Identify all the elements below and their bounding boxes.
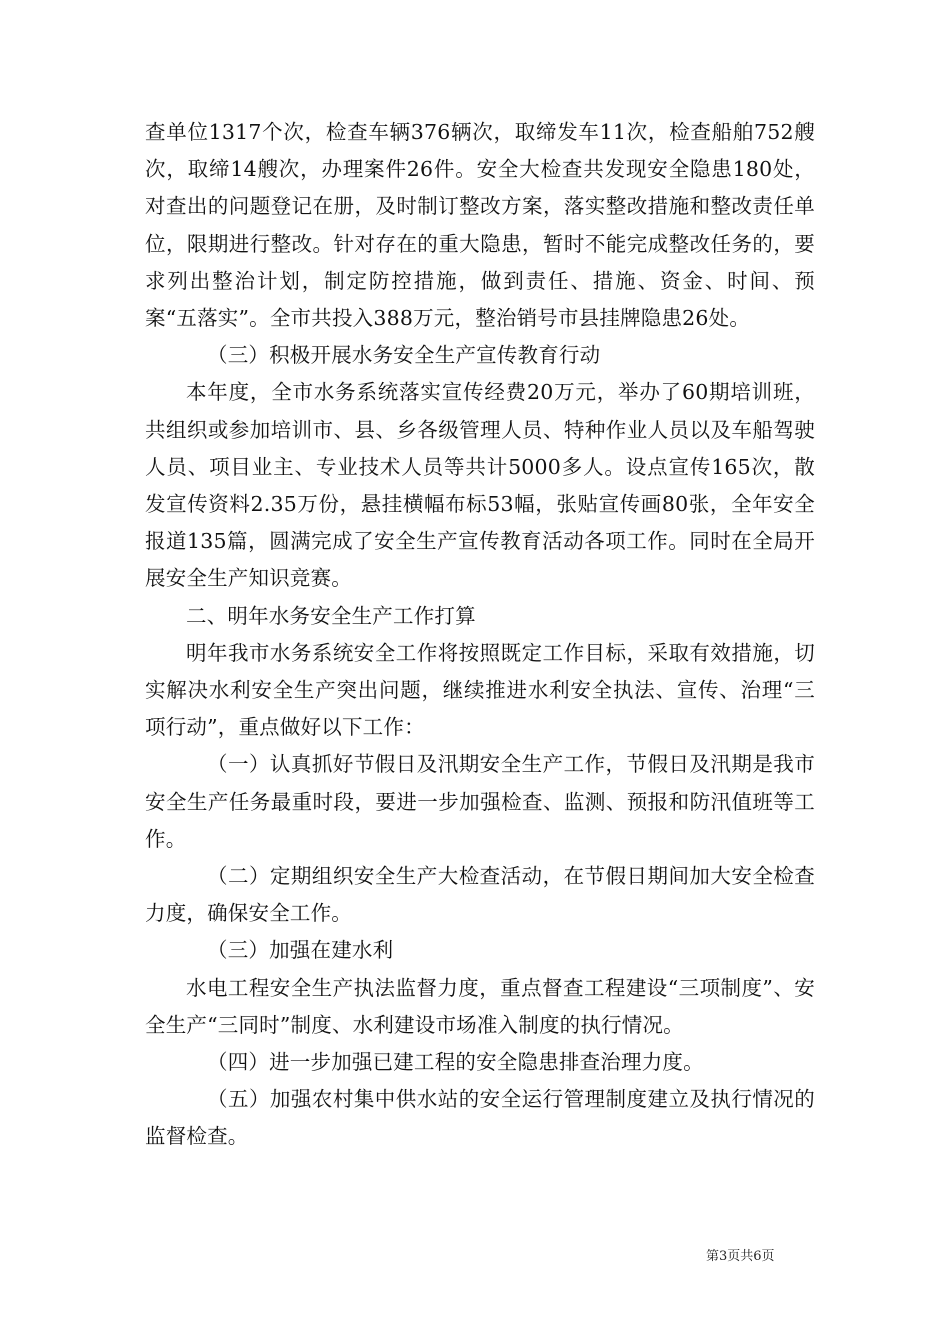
heading-item-three: （三）加强在建水利 [207, 938, 394, 963]
page-number: 第3页共6页 [706, 1249, 775, 1264]
paragraph-item-two: （二）定期组织安全生产大检查活动，在节假日期间加大安全检查力度，确保安全工作。 [145, 864, 815, 926]
paragraph-item-five: （五）加强农村集中供水站的安全运行管理制度建立及执行情况的监督检查。 [145, 1087, 815, 1149]
paragraph-item-four: （四）进一步加强已建工程的安全隐患排查治理力度。 [207, 1050, 704, 1075]
heading-publicity-education: （三）积极开展水务安全生产宣传教育行动 [207, 343, 601, 368]
paragraph-item-three-detail: 水电工程安全生产执法监督力度，重点督查工程建设“三项制度”、安全生产“三同时”制度、水利建设市场准入制度的执行情况。 [145, 975, 815, 1037]
document-body [145, 114, 815, 1156]
heading-next-year-plan: 二、明年水务安全生产工作打算 [186, 603, 476, 628]
paragraph-inspection-results: 查单位1317个次，检查车辆376辆次，取缔发车11次，检查船舶752艘次，取缔14艘次，办理案件26件。安全大检查共发现安全隐患180处，对查出的问题登记在册，及时制订整改方案，落实整改措施和整改责任单位，限期进行整改。针对存在的重大隐患，暂时不能完成整改任务的，要求列出整治计划，制定防控措施，做到责任、措施、资金、时间、预案“五落实”。全市共投入388万元，整治销号市县挂牌隐患26处。 [145, 120, 815, 331]
paragraph-next-year-intro: 明年我市水务系统安全工作将按照既定工作目标，采取有效措施，切实解决水利安全生产突出问题，继续推进水利安全执法、宣传、治理“三项行动”，重点做好以下工作： [145, 640, 815, 740]
paragraph-item-one: （一）认真抓好节假日及汛期安全生产工作，节假日及汛期是我市安全生产任务最重时段，要进一步加强检查、监测、预报和防汛值班等工作。 [145, 752, 815, 851]
paragraph-publicity-results: 本年度，全市水务系统落实宣传经费20万元，举办了60期培训班，共组织或参加培训市、县、乡各级管理人员、特种作业人员以及车船驾驶人员、项目业主、专业技术人员等共计5000多人。设点宣传165次，散发宣传资料2.35万份，悬挂横幅布标53幅，张贴宣传画80张，全年安全报道135篇，圆满完成了安全生产宣传教育活动各项工作。同时在全局开展安全生产知识竞赛。 [145, 380, 815, 591]
